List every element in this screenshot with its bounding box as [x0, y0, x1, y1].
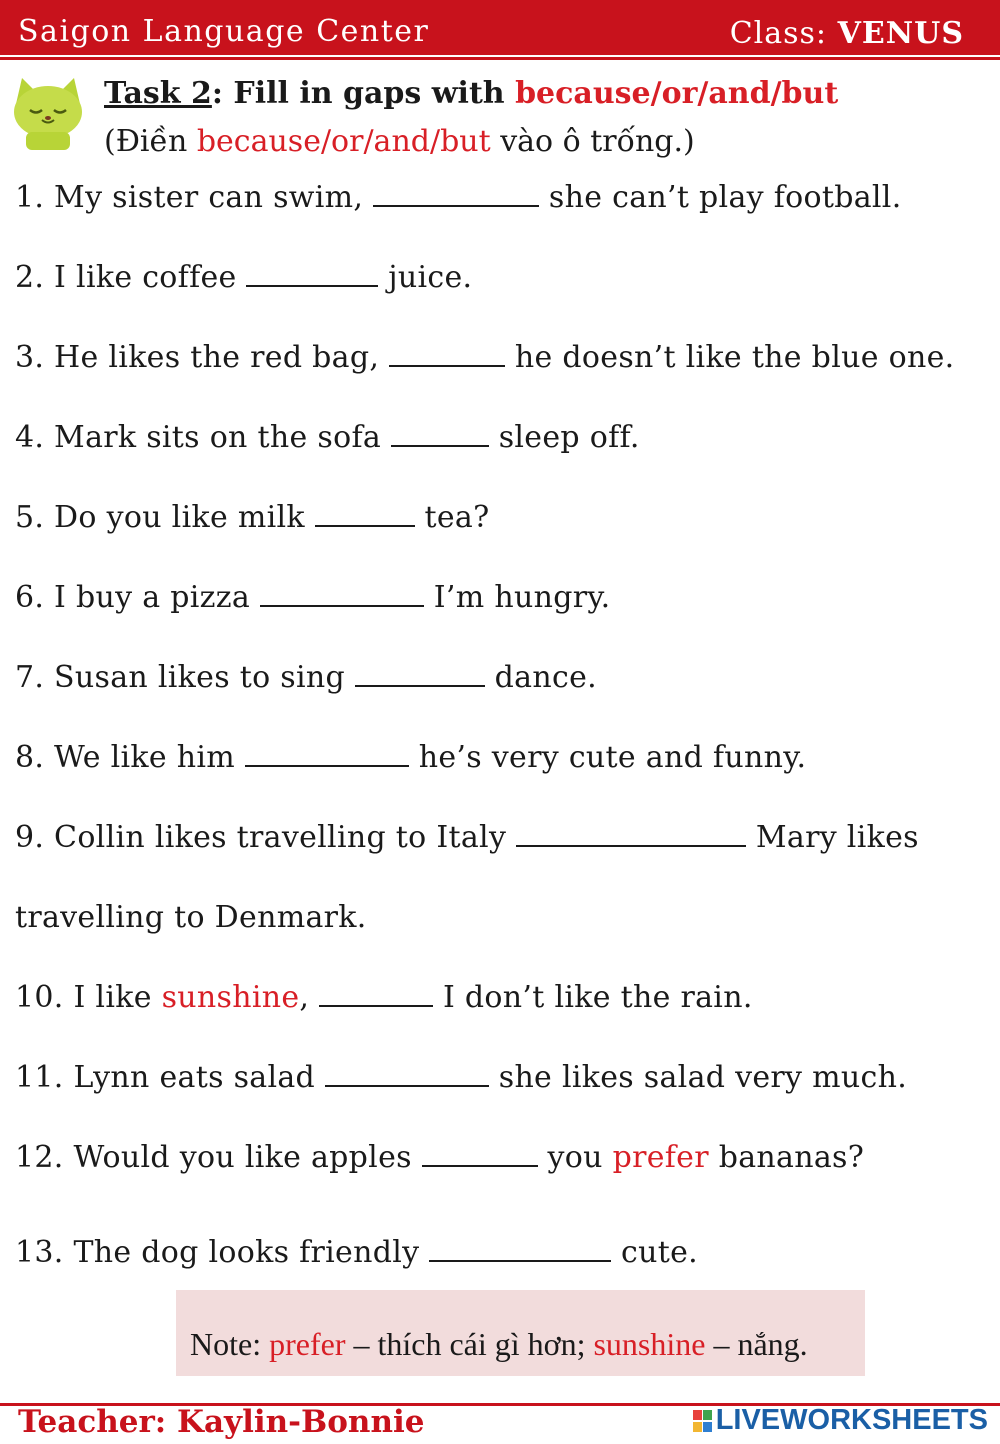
- answer-blank[interactable]: [389, 343, 505, 367]
- answer-blank[interactable]: [373, 183, 539, 207]
- class-label: Class: VENUS: [729, 16, 964, 51]
- question-13: 13. The dog looks friendly cute.: [15, 1235, 699, 1270]
- teacher-name: Teacher: Kaylin-Bonnie: [18, 1404, 425, 1440]
- task-number: Task 2: [104, 76, 212, 111]
- answer-blank[interactable]: [315, 503, 415, 527]
- question-1: 1. My sister can swim, she can’t play football.: [15, 180, 902, 215]
- task-words: because/or/and/but: [515, 76, 839, 111]
- answer-blank[interactable]: [246, 263, 378, 287]
- answer-blank[interactable]: [516, 823, 746, 847]
- question-8: 8. We like him he’s very cute and funny.: [15, 740, 807, 775]
- question-3: 3. He likes the red bag, he doesn’t like the blue one.: [15, 340, 955, 375]
- class-name: VENUS: [837, 16, 964, 51]
- school-name: Saigon Language Center: [18, 14, 430, 49]
- answer-blank[interactable]: [325, 1063, 489, 1087]
- answer-blank[interactable]: [422, 1143, 538, 1167]
- task-title: Task 2: Fill in gaps with because/or/and/but: [104, 76, 839, 111]
- liveworksheets-icon: [693, 1408, 713, 1434]
- liveworksheets-logo[interactable]: LIVEWORKSHEETS: [693, 1404, 988, 1437]
- question-6: 6. I buy a pizza I’m hungry.: [15, 580, 611, 615]
- answer-blank[interactable]: [319, 983, 433, 1007]
- answer-blank[interactable]: [355, 663, 485, 687]
- answer-blank[interactable]: [391, 423, 489, 447]
- question-7: 7. Susan likes to sing dance.: [15, 660, 597, 695]
- vocabulary-note: Note: prefer – thích cái gì hơn; sunshine – nắng.: [176, 1290, 865, 1376]
- question-5: 5. Do you like milk tea?: [15, 500, 490, 535]
- task-subtitle: (Điền because/or/and/but vào ô trống.): [104, 124, 695, 159]
- header-divider: [0, 57, 1000, 60]
- answer-blank[interactable]: [429, 1238, 611, 1262]
- question-9-continued: travelling to Denmark.: [15, 900, 367, 935]
- answer-blank[interactable]: [245, 743, 409, 767]
- header-bar: [0, 0, 1000, 55]
- answer-blank[interactable]: [260, 583, 424, 607]
- question-11: 11. Lynn eats salad she likes salad very much.: [15, 1060, 908, 1095]
- question-2: 2. I like coffee juice.: [15, 260, 473, 295]
- question-10: 10. I like sunshine, I don’t like the rain.: [15, 980, 753, 1015]
- question-9: 9. Collin likes travelling to Italy Mary likes: [15, 820, 919, 855]
- question-12: 12. Would you like apples you prefer bananas?: [15, 1140, 865, 1175]
- highlight-word: sunshine: [161, 980, 300, 1015]
- question-4: 4. Mark sits on the sofa sleep off.: [15, 420, 640, 455]
- highlight-word: prefer: [612, 1140, 709, 1175]
- cat-mascot-icon: [8, 74, 88, 152]
